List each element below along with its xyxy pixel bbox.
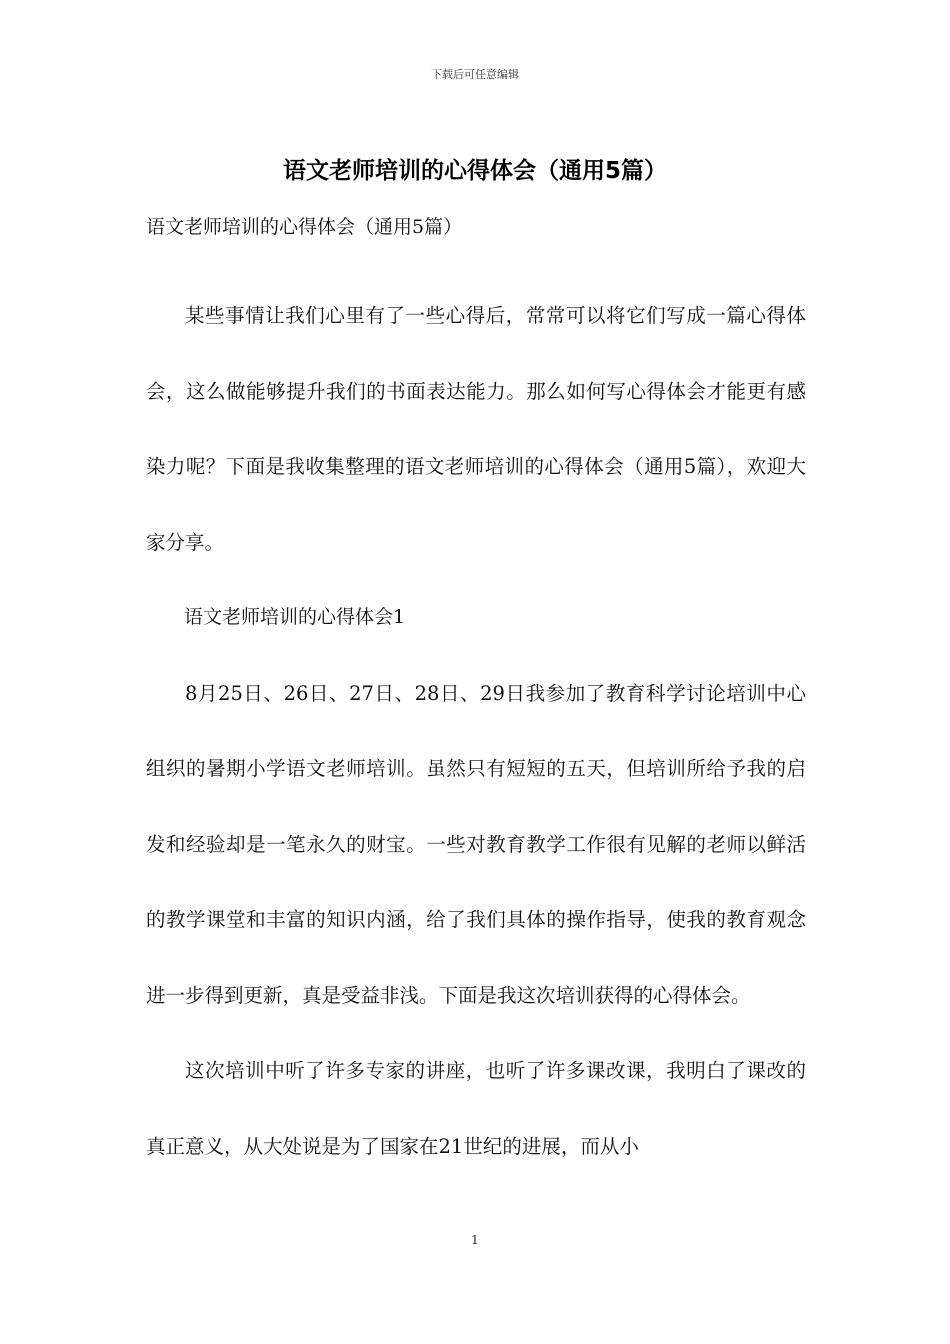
page-number: 1 [471, 1233, 479, 1247]
document-subtitle: 语文老师培训的心得体会（通用5篇） [146, 216, 463, 238]
intro-paragraph: 某些事情让我们心里有了一些心得后，常常可以将它们写成一篇心得体会，这么做能够提升我们的书面表达能力。那么如何写心得体会才能更有感染力呢？下面是我收集整理的语文老师培训的心得体会（通用5篇），欢迎大家分享。 [146, 304, 806, 554]
section-heading-1: 语文老师培训的心得体会1 [184, 606, 406, 628]
page-header-note: 下载后可任意编辑 [431, 68, 519, 81]
body-paragraph: 8月25日、26日、27日、28日、29日我参加了教育科学讨论培训中心组织的暑期小学语文老师培训。虽然只有短短的五天，但培训所给予我的启发和经验却是一笔永久的财宝。一些对教育教学工作很有见解的老师以鲜活的教学课堂和丰富的知识内涵，给了我们具体的操作指导，使我的教育观念进一步得到更新，真是受益非浅。下面是我这次培训获得的心得体会。 [146, 681, 806, 1007]
body-paragraph: 这次培训中听了许多专家的讲座，也听了许多课改课，我明白了课改的真正意义，从大处说是为了国家在21世纪的进展，而从小 [146, 1059, 806, 1158]
document-title: 语文老师培训的心得体会（通用5篇） [282, 158, 667, 184]
document-body [146, 278, 806, 1184]
